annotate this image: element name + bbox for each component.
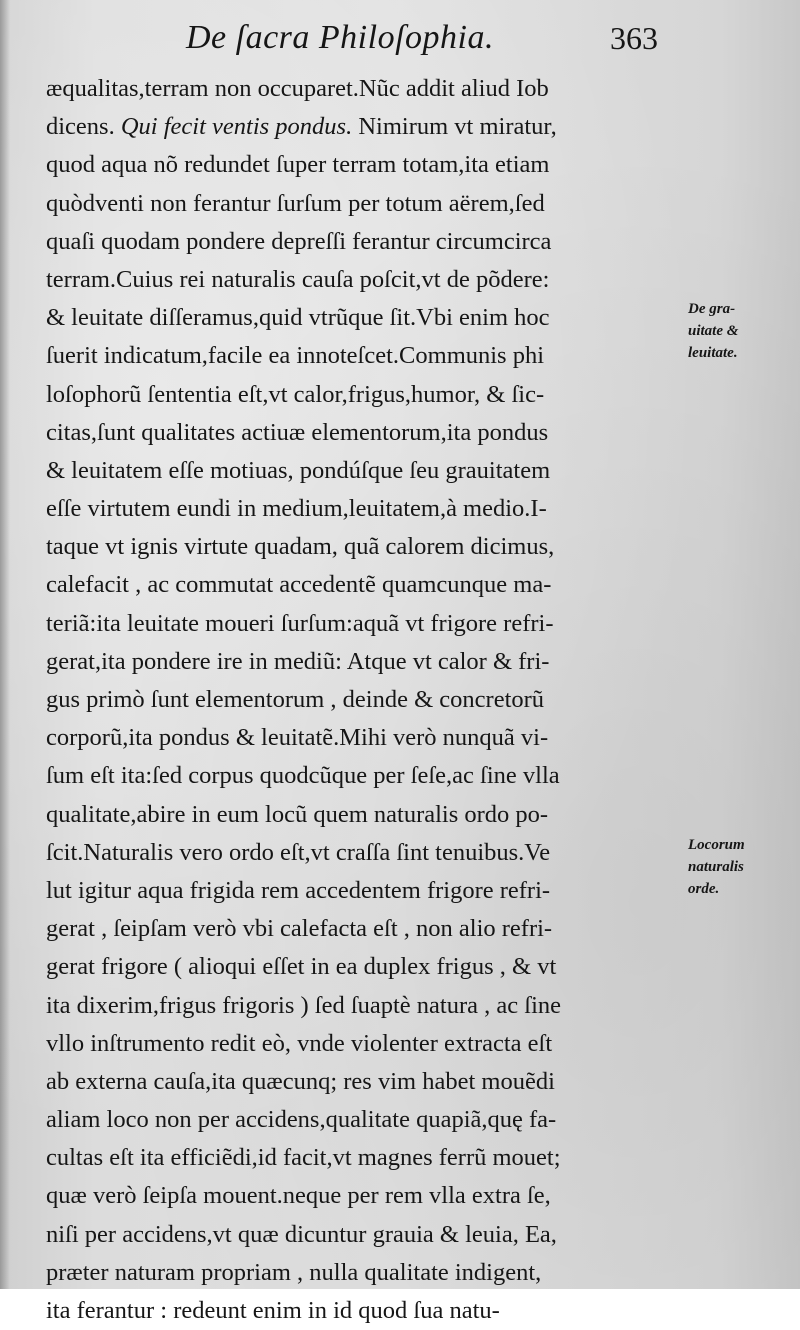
page-gutter-shadow: [0, 0, 10, 1289]
page-number: 363: [610, 20, 658, 56]
text-fragment: Nimirum vt miratur,: [352, 113, 557, 141]
text-line: ſum eſt ita:ſed corpus quodcũque per ſeſe,ac ſine vlla: [46, 762, 560, 790]
margin-note-natural-order: [688, 834, 796, 900]
text-line: niſi per accidens,vt quæ dicuntur grauia & leuia, Ea,: [46, 1220, 557, 1248]
text-line: qualitate,abire in eum locũ quem naturalis ordo po-: [46, 800, 549, 828]
text-line: calefacit , ac commutat accedentẽ quamcunque ma-: [46, 571, 552, 599]
text-line: cultas eſt ita efficiẽdi,id facit,vt magnes ferrũ mouet;: [46, 1144, 561, 1172]
margin-note-line: De gra-: [688, 301, 736, 317]
text-line: eſſe virtutem eundi in medium,leuitatem,à medio.I-: [46, 495, 547, 523]
text-line: ita ferantur : redeunt enim in id quod ſua natu-: [46, 1297, 500, 1324]
margin-note-line: Locorum: [688, 837, 745, 853]
text-line: quaſi quodam pondere depreſſi ferantur circumcirca: [46, 227, 552, 255]
text-line: taque vt ignis virtute quadam, quã calorem dicimus,: [46, 533, 555, 561]
text-line: ſuerit indicatum,facile ea innoteſcet.Communis phi: [46, 342, 545, 370]
text-line: loſophorũ ſententia eſt,vt calor,frigus,humor, & ſic-: [46, 380, 545, 408]
text-line: æqualitas,terram non occuparet.Nũc addit aliud Iob: [46, 75, 549, 102]
text-line: & leuitatem eſſe motiuas, pondúſque ſeu grauitatem: [46, 456, 551, 484]
text-line: præter naturam propriam , nulla qualitate indigent,: [46, 1258, 542, 1286]
text-line: corporũ,ita pondus & leuitatẽ.Mihi verò nunquã vi-: [46, 724, 549, 752]
text-fragment: dicens.: [46, 113, 121, 141]
text-line: lut igitur aqua frigida rem accedentem frigore refri-: [46, 876, 551, 904]
text-line: & leuitate diſſeramus,quid vtrũque ſit.Vbi enim hoc: [46, 304, 550, 332]
running-title: De ſacra Philoſophia.: [186, 19, 494, 56]
text-line: ab externa cauſa,ita quæcunq; res vim habet mouẽdi: [46, 1067, 555, 1095]
margin-note-line: naturalis: [688, 859, 744, 875]
body-text: [46, 70, 686, 1330]
scripture-quote: Qui fecit ventis pondus.: [120, 113, 353, 141]
text-line: gerat frigore ( alioqui eſſet in ea duplex frigus , & vt: [46, 953, 557, 981]
text-line: gerat , ſeipſam verò vbi calefacta eſt , non alio refri-: [46, 915, 553, 943]
margin-note-gravity-levity: [688, 298, 796, 364]
text-line: quæ verò ſeipſa mouent.neque per rem vlla extra ſe,: [46, 1182, 551, 1210]
margin-note-line: uitate &: [688, 323, 739, 339]
text-line: quòdventi non ferantur ſurſum per totum aërem,ſed: [46, 189, 545, 217]
text-line: vllo inſtrumento redit eò, vnde violenter extracta eſt: [46, 1029, 553, 1057]
text-line: [46, 108, 686, 146]
text-line: ſcit.Naturalis vero ordo eſt,vt craſſa ſint tenuibus.Ve: [46, 838, 551, 866]
text-line: aliam loco non per accidens,qualitate quapiã,quę fa-: [46, 1106, 557, 1134]
text-line: terram.Cuius rei naturalis cauſa poſcit,vt de põdere:: [46, 265, 550, 293]
text-line: teriã:ita leuitate moueri ſurſum:aquã vt frigore refri-: [46, 609, 554, 637]
text-line: gus primò ſunt elementorum , deinde & concretorũ: [46, 686, 545, 713]
margin-note-line: orde.: [688, 881, 720, 897]
text-line: gerat,ita pondere ire in mediũ: Atque vt calor & fri-: [46, 647, 550, 675]
margin-note-line: leuitate.: [688, 345, 738, 361]
text-line: citas,ſunt qualitates actiuæ elementorum,ita pondus: [46, 418, 549, 446]
text-line: quod aqua nõ redundet ſuper terram totam,ita etiam: [46, 151, 550, 179]
text-line: ita dixerim,frigus frigoris ) ſed ſuaptè natura , ac ſine: [46, 991, 562, 1019]
